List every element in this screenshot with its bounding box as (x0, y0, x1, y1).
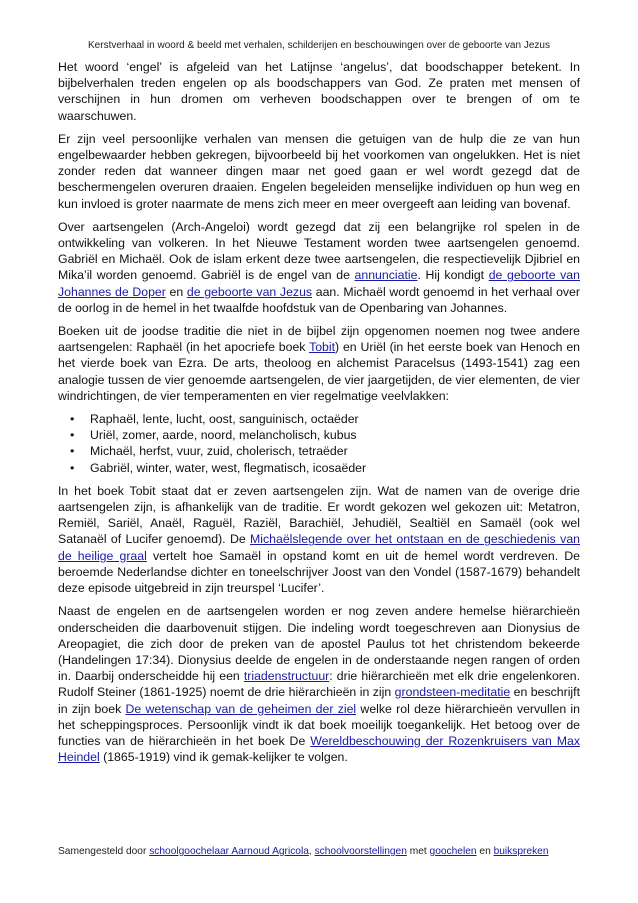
text-run: welke rol deze hiërarchieën vervullen in het scheppingsproces. Persoonlijk vindt ik dat boek moeilijk toegankelijk. Het betoog over de functies van de hiërarchieën in het boek De (58, 701, 580, 748)
text-run: Boeken uit de joodse traditie die niet in de bijbel zijn opgenomen noemen nog twee andere aartsengelen: Raphaël (in het apocriefe boek (58, 324, 580, 355)
paragraph-engelbewaarder (58, 131, 580, 212)
list-item (58, 460, 580, 476)
paragraph-joodse-traditie (58, 323, 580, 404)
link-schoolgoochelaar[interactable]: schoolgoochelaar Aarnoud Agricola (149, 846, 309, 857)
bullet-icon: • (70, 412, 75, 427)
list-item-text: Uriël, zomer, aarde, noord, melancholisch, kubus (90, 428, 357, 443)
article-body (58, 59, 580, 772)
text-run: : drie hiërarchieën met elk drie engelenkoren. Rudolf Steiner (1861-1925) noemt de drie hiërarchieën in zijn (58, 669, 580, 700)
text-run: en (165, 284, 187, 299)
paragraph-zeven-aartsengelen (58, 483, 580, 596)
bullet-icon: • (70, 460, 75, 475)
list-item (58, 443, 580, 459)
link-wetenschap-geheimen-ziel[interactable]: De wetenschap van de geheimen der ziel (125, 701, 357, 716)
link-michaelslegende[interactable]: Michaëlslegende over het ontstaan en de geschiedenis van de heilige graal (58, 532, 580, 563)
link-geboorte-johannes[interactable]: de geboorte van Johannes de Doper (58, 268, 580, 299)
link-buikspreken[interactable]: buikspreken (493, 846, 549, 857)
paragraph-engel-etymology (58, 59, 580, 124)
text-run: (1865-1919) vind ik gemak-kelijker te volgen. (99, 750, 348, 765)
text-run: In het boek Tobit staat dat er zeven aartsengelen zijn. Wat de namen van de overige drie aartsengelen zijn, is afhankelijk van de traditie. Er wordt gekozen wel gekozen uit: Metatron, Remiël, Sariël, Anaël, Raguël, Raziël, Barachiël, Jehudiël, Sealtiël en Samaël (ook wel Satanaël of Lucifer genoemd). De (58, 483, 580, 547)
list-item-text: Raphaël, lente, lucht, oost, sanguinisch, octaëder (90, 412, 359, 427)
paragraph-text: Er zijn veel persoonlijke verhalen van mensen die getuigen van de hulp die ze van hun engelbewaarder hebben gekregen, bijvoorbeeld bij het voorkomen van ongelukken. Het is niet zonder reden dat wanneer dingen maar net goed gaan er wel wordt gezegd dat de beschermengelen overuren draaien. Engelen begeleiden menselijke individuen op hun weg en kun invloed is groter naarmate de mens zich meer en meer overgeeft aan leiding van bovenaf. (58, 131, 580, 211)
page-footer (58, 845, 580, 858)
link-triadenstructuur[interactable]: triadenstructuur (243, 669, 330, 684)
list-item (58, 427, 580, 443)
text-run: ) en Uriël (in het eerste boek van Henoch en het vierde boek van Ezra. De arts, theoloog en alchemist Paracelsus (1493-1541) zag een analogie tussen de vier genoemde aartsengelen, de vier jaargetijden, de vier elementen, de vier windrichtingen, de vier temperamenten en vier regelmatige veelvlakken: (58, 340, 580, 403)
page-header: Kerstverhaal in woord & beeld met verhalen, schilderijen en beschouwingen over de geboorte van Jezus (88, 40, 550, 51)
link-wereldbeschouwing-rozenkruisers[interactable]: Wereldbeschouwing der Rozenkruisers van Max Heindel (58, 733, 580, 765)
list-item-text: Michaël, herfst, vuur, zuid, cholerisch, tetraëder (90, 444, 348, 459)
list-item-text: Gabriël, winter, water, west, flegmatisch, icosaëder (90, 460, 367, 475)
paragraph-aartsengelen (58, 219, 580, 316)
text-run: en beschrijft in zijn boek (58, 685, 580, 716)
bullet-icon: • (70, 428, 75, 443)
text-run: en (476, 846, 494, 857)
text-run: , (308, 846, 315, 857)
text-run: Samengesteld door (58, 846, 150, 857)
text-run: aan. Michaël wordt genoemd in het verhaal over de oorlog in de hemel in het twaalfde hoofdstuk van de Openbaring van Johannes. (58, 284, 580, 315)
link-schoolvoorstellingen[interactable]: schoolvoorstellingen (314, 846, 407, 857)
bullet-icon: • (70, 444, 75, 459)
text-run: . Hij kondigt (417, 268, 489, 283)
link-geboorte-jezus[interactable]: de geboorte van Jezus (186, 284, 313, 299)
paragraph-hierarchieen (58, 603, 580, 765)
link-tobit[interactable]: Tobit (309, 340, 336, 355)
link-goochelen[interactable]: goochelen (429, 846, 477, 857)
text-run: met (406, 846, 430, 857)
text-run: Naast de engelen en de aartsengelen worden er nog zeven andere hemelse hiërarchieën onderscheiden die daarbovenuit stijgen. Die indeling wordt toegeschreven aan Dionysius de Areopagiet, die zich door de preken van de apostel Paulus tot het christendom bekeerde (Handelingen 17:34). Dionysius deelde de engelen in de onderstaande negen rangen of orden in. Daarbij onderscheidde hij een (58, 604, 580, 684)
paragraph-text: Het woord ‘engel’ is afgeleid van het Latijnse ‘angelus’, dat boodschapper betekent. In bijbelverhalen treden engelen op als boodschappers van God. Ze praten met mensen of verschijnen in hun dromen om verheven boodschappen over te brengen of om te waarschuwen. (58, 60, 580, 123)
link-annunciatie[interactable]: annunciatie (354, 268, 418, 283)
text-run: vertelt hoe Samaël in opstand komt en uit de hemel wordt verdreven. De beroemde Nederlandse dichter en toneelschrijver Joost van den Vondel (1587-1679) behandelt deze episode uitgebreid in zijn treurspel ‘Lucifer’. (58, 548, 580, 596)
list-item (58, 411, 580, 427)
archangel-list (58, 411, 580, 476)
link-grondsteen-meditatie[interactable]: grondsteen-meditatie (394, 685, 511, 700)
text-run: Over aartsengelen (Arch-Angeloi) wordt gezegd dat zij een belangrijke rol spelen in de ontwikkeling van volkeren. In het Nieuwe Testament worden twee aartsengelen genoemd. Gabriël en Michaël. Ook de islam erkent deze twee aartsengelen, die respectievelijk Djibriel en Mika’il worden genoemd. Gabriël is de engel van de (58, 219, 580, 283)
